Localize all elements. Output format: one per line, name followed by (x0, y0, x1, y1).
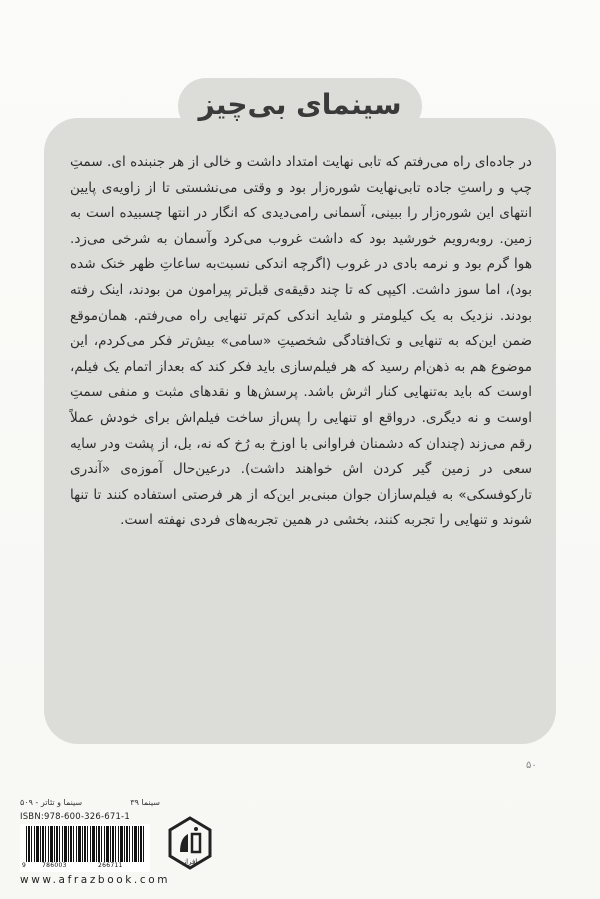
book-title: سینمای بی‌چیز (198, 88, 402, 121)
logo-label: افراز (182, 858, 198, 866)
barcode-digit-right: 266711 (98, 862, 123, 869)
website-url: www.afrazbook.com (20, 874, 171, 886)
isbn-text: ISBN:978-600-326-671-1 (20, 812, 130, 822)
barcode (20, 824, 150, 872)
barcode-bars (26, 826, 144, 862)
barcode-digit-prefix: 9 (22, 862, 27, 869)
page-mark: ۵۰ (526, 760, 537, 771)
series-info (20, 797, 160, 811)
publisher-logo-icon (166, 816, 214, 872)
barcode-digit-left: 786003 (42, 862, 67, 869)
title-tab (178, 78, 422, 134)
category-label: سینما و تئاتر - ۵۰۹ (20, 798, 83, 807)
blurb-paragraph: در جاده‌ای راه می‌رفتم که تابی نهایت امتداد داشت و خالی از هر جنبنده ای. سمتِ چپ و راستِ جاده تابی‌نهایت شوره‌زار بود و وقتی می‌نشستی تا از زاویه‌ی پایین انتهای این شوره‌زار را ببینی، آسمانی رامی‌دیدی که انگار در انتها چسبیده است به زمین. روبه‌رویم خورشید بود که داشت غروب می‌کرد وآسمان به شرخی می‌زد. هوا گرم بود و نرمه بادی در غروب (اگرچه اندکی نسبت‌به ساعاتِ ظهر خنک شده بود)، اما سوز داشت. اکیپی که تا چند دقیقه‌ی قبل‌تر پیرامون من بودند، اینک رفته بودند. نزدیک به یک کیلومتر و شاید اندکی کم‌تر تنهایی راه می‌رفتم. همان‌موقع ضمن این‌که به تنهایی و تک‌افتادگی شخصیتِ «سامی» بیش‌تر فکر می‌کردم، این موضوع هم به ذهن‌ام رسید که هر فیلم‌سازی باید فکر کند که بعداز اتمام یک فیلم، اوست که باید به‌تنهایی کنار اثرش باشد. پرسش‌ها و نقدهای مثبت و منفی سمتِ اوست و نه دیگری. درواقع او تنهایی را پس‌از ساخت فیلم‌اش برای خودش عملاً رقم می‌زند (چندان که دشمنان فراوانی با اوزخ به رُخ که نه، بل، از پشت ودر سایه سعی در زمین گیر کردن اش خواهند داشت). درعین‌حال آموزه‌ی «آندری تارکوفسکی» به فیلم‌سازان جوان مبنی‌بر این‌که از هر فرصتی استفاده کنند تا تنها شوند و تنهایی را تجربه کنند، بخشی در همین تجربه‌های فردی نهفته است. (70, 154, 532, 529)
series-label: سینما ۳۹ (130, 798, 160, 807)
